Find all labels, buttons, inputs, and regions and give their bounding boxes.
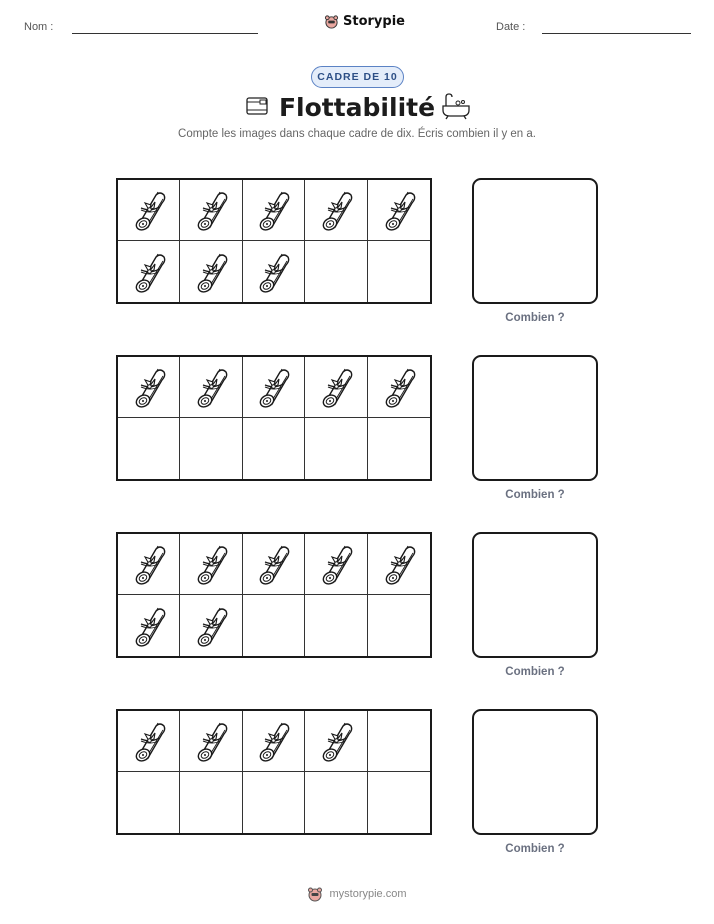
rolled-towel-icon xyxy=(253,186,293,234)
rolled-towel-icon xyxy=(379,186,419,234)
ten-frame-cell xyxy=(243,711,305,772)
ten-frame-cell xyxy=(118,418,180,479)
rolled-towel-icon xyxy=(129,248,169,296)
rolled-towel-icon xyxy=(316,540,356,588)
ten-frame-cell xyxy=(368,241,430,302)
ten-frame-cell xyxy=(243,241,305,302)
brand-name: Storypie xyxy=(343,14,405,29)
ten-frame-cell xyxy=(180,418,242,479)
ten-frame-cell xyxy=(305,534,367,595)
rolled-towel-icon xyxy=(129,186,169,234)
brand-logo xyxy=(324,14,405,29)
rolled-towel-icon xyxy=(379,363,419,411)
ten-frame-cell xyxy=(118,357,180,418)
name-label: Nom : xyxy=(24,21,54,33)
footer xyxy=(0,886,714,902)
ten-frame-cell xyxy=(180,711,242,772)
instructions: Compte les images dans chaque cadre de dix. Écris combien il y en a. xyxy=(178,128,536,140)
rolled-towel-icon xyxy=(129,363,169,411)
ten-frame-cell xyxy=(118,711,180,772)
rolled-towel-icon xyxy=(129,717,169,765)
ten-frame-cell xyxy=(243,595,305,656)
ten-frame-cell xyxy=(368,357,430,418)
name-line[interactable] xyxy=(72,33,258,34)
rolled-towel-icon xyxy=(253,248,293,296)
rolled-towel-icon xyxy=(253,540,293,588)
answer-label-4: Combien ? xyxy=(505,843,565,855)
ten-frame-cell xyxy=(180,595,242,656)
rolled-towel-icon xyxy=(316,717,356,765)
ten-frame-cell xyxy=(118,772,180,833)
bathtub-icon xyxy=(440,92,472,120)
ten-frame-cell xyxy=(243,534,305,595)
ten-frame-cell xyxy=(305,241,367,302)
rolled-towel-icon xyxy=(253,363,293,411)
activity-badge: CADRE DE 10 xyxy=(311,66,404,88)
answer-label-3: Combien ? xyxy=(505,666,565,678)
rolled-towel-icon xyxy=(191,602,231,650)
ten-frame-cell xyxy=(368,711,430,772)
ten-frame-cell xyxy=(180,241,242,302)
ten-frame-cell xyxy=(368,180,430,241)
rolled-towel-icon xyxy=(129,602,169,650)
ten-frame-2 xyxy=(116,355,432,481)
storypie-mascot-icon xyxy=(307,886,323,902)
page-title: Flottabilité xyxy=(278,93,436,122)
ten-frame-4 xyxy=(116,709,432,835)
ten-frame-cell xyxy=(118,595,180,656)
rolled-towel-icon xyxy=(129,540,169,588)
rolled-towel-icon xyxy=(316,363,356,411)
ten-frame-cell xyxy=(180,357,242,418)
date-label: Date : xyxy=(496,21,526,33)
ten-frame-cell xyxy=(305,357,367,418)
ten-frame-cell xyxy=(368,772,430,833)
ten-frame-3 xyxy=(116,532,432,658)
ten-frame-cell xyxy=(243,180,305,241)
rolled-towel-icon xyxy=(191,363,231,411)
rolled-towel-icon xyxy=(253,717,293,765)
rolled-towel-icon xyxy=(191,540,231,588)
ten-frame-cell xyxy=(243,357,305,418)
ten-frame-cell xyxy=(305,772,367,833)
ten-frame-cell xyxy=(368,534,430,595)
ten-frame-cell xyxy=(118,180,180,241)
rolled-towel-icon xyxy=(191,248,231,296)
ten-frame-cell xyxy=(243,772,305,833)
ten-frame-cell xyxy=(368,418,430,479)
storypie-mascot-icon xyxy=(324,14,339,29)
ten-frame-cell xyxy=(305,595,367,656)
answer-box-4[interactable] xyxy=(472,709,598,835)
ten-frame-cell xyxy=(180,180,242,241)
answer-box-2[interactable] xyxy=(472,355,598,481)
ten-frame-cell xyxy=(243,418,305,479)
ten-frame-1 xyxy=(116,178,432,304)
answer-label-1: Combien ? xyxy=(505,312,565,324)
ten-frame-cell xyxy=(305,711,367,772)
ten-frame-cell xyxy=(305,180,367,241)
rolled-towel-icon xyxy=(379,540,419,588)
rolled-towel-icon xyxy=(191,186,231,234)
ten-frame-cell xyxy=(368,595,430,656)
answer-box-1[interactable] xyxy=(472,178,598,304)
answer-box-3[interactable] xyxy=(472,532,598,658)
answer-label-2: Combien ? xyxy=(505,489,565,501)
ten-frame-cell xyxy=(118,241,180,302)
footer-url: mystorypie.com xyxy=(329,888,407,900)
ten-frame-cell xyxy=(118,534,180,595)
ten-frame-cell xyxy=(305,418,367,479)
date-line[interactable] xyxy=(542,33,691,34)
rolled-towel-icon xyxy=(316,186,356,234)
rolled-towel-icon xyxy=(191,717,231,765)
ten-frame-cell xyxy=(180,534,242,595)
ten-frame-cell xyxy=(180,772,242,833)
